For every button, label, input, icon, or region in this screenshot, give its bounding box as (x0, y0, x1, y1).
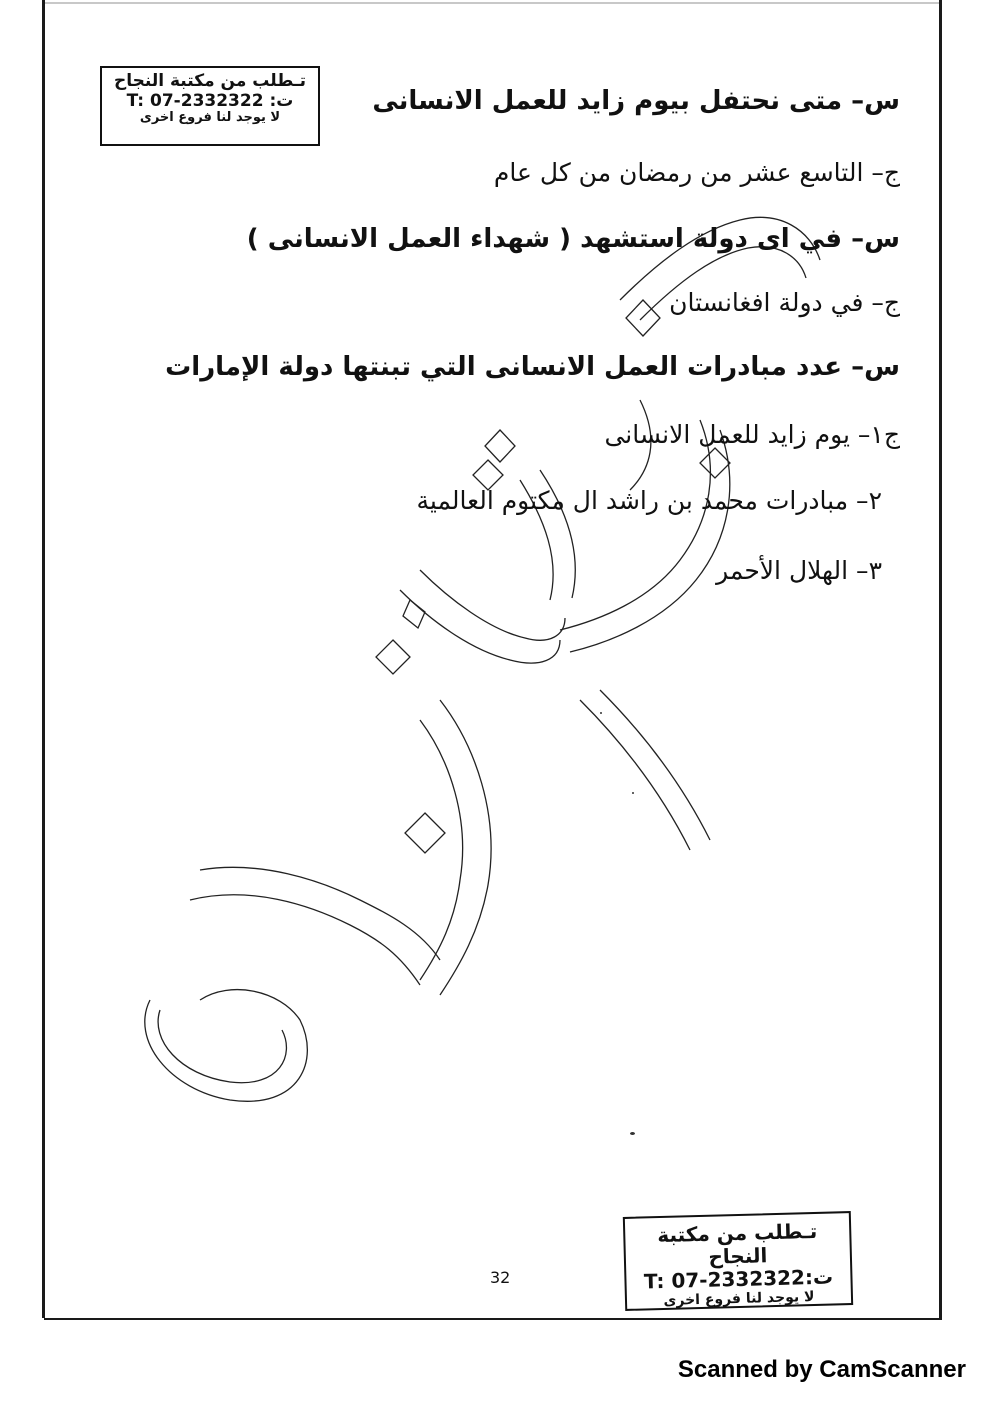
answer-3-item-1: ج١– يوم زايد للعمل الانسانى (604, 420, 900, 449)
stamp-phone: ت:T: 07-2332322 (643, 1264, 834, 1294)
library-stamp-bottom (623, 1211, 853, 1311)
question-2: س– في اى دولة استشهد ( شهداء العمل الانسانى ) (246, 224, 900, 254)
stamp-title: تـطلب من مكتبة النجاح (114, 71, 306, 91)
question-1: س– متى نحتفل بيوم زايد للعمل الانسانى (372, 86, 900, 116)
answer-2: ج– في دولة افغانستان (669, 288, 900, 317)
page-bottom-edge (44, 1318, 942, 1320)
stamp-note: لا يوجد لنا فروع اخرى (663, 1289, 815, 1309)
stamp-note: لا يوجد لنا فروع اخرى (139, 110, 281, 126)
answer-3-item-2: ٢– مبادرات محمد بن راشد ال مكتوم العالمية (416, 486, 882, 515)
question-3: س– عدد مبادرات العمل الانسانى التي تبنتها دولة الإمارات (165, 352, 900, 382)
scanner-footer: Scanned by CamScanner (677, 1356, 966, 1383)
answer-1: ج– التاسع عشر من رمضان من كل عام (493, 158, 900, 187)
page-frame (42, 0, 942, 1318)
answer-3-item-3: ٣– الهلال الأحمر (716, 556, 882, 585)
stamp-phone: ت: T: 07-2332322 (126, 90, 294, 111)
library-stamp-top (100, 66, 320, 146)
stamp-title: تـطلب من مكتبة النجاح (656, 1218, 818, 1269)
scan-speck (600, 712, 602, 714)
scan-speck (632, 792, 634, 794)
page-number: 32 (490, 1268, 511, 1287)
scan-speck (630, 1132, 635, 1135)
